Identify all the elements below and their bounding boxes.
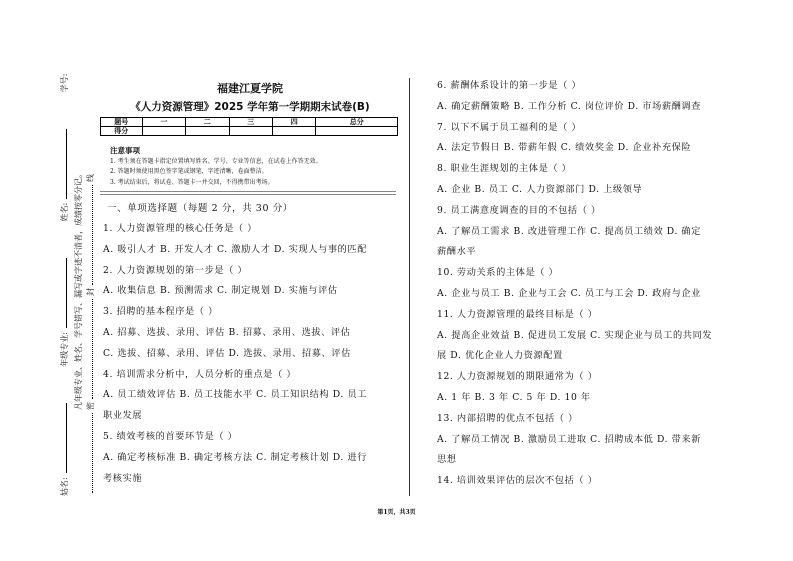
notes xyxy=(110,146,322,188)
question-line: 展 D. 优化企业人力资源配置 xyxy=(437,350,563,362)
question-line: 考核实施 xyxy=(103,472,143,484)
left-column xyxy=(103,219,367,489)
question-line: A. 确定薪酬策略 B. 工作分析 C. 岗位评价 D. 市场薪酬调查 xyxy=(437,100,702,112)
score-cell[interactable] xyxy=(316,127,398,136)
table-header: 三 xyxy=(229,118,272,127)
seal-char: 线 xyxy=(86,174,95,182)
seal-char: 密 xyxy=(86,402,95,410)
note-item: 3. 考试结束后，将试卷、答题卡一并交回，不得携带出考场。 xyxy=(110,178,274,186)
question-line: 3. 招聘的基本程序是（ ） xyxy=(103,306,218,318)
note-item: 2. 答题时须使用黑色签字笔或钢笔，字迹清晰，卷面整洁。 xyxy=(110,168,268,175)
question-line: 4. 培训需求分析中，人员分析的重点是（ ） xyxy=(103,368,297,380)
double-divider xyxy=(100,191,396,195)
question-line: A. 了解员工情况 B. 激励员工进取 C. 招聘成本低 D. 带来新 xyxy=(437,433,702,445)
question-line: A. 招募、选拔、录用、评估 B. 招募、录用、选拔、评估 xyxy=(103,326,351,338)
table-row xyxy=(101,127,398,136)
score-cell[interactable] xyxy=(186,127,229,136)
margin-info-fields xyxy=(58,74,70,496)
question-line: 1. 人力资源管理的核心任务是（ ） xyxy=(103,223,258,234)
question-line: A. 1 年 B. 3 年 C. 5 年 D. 10 年 xyxy=(437,391,591,403)
question-line: 职业发展 xyxy=(103,410,143,422)
question-line: 7. 以下不属于员工福利的是（ ） xyxy=(437,121,582,133)
school-field[interactable] xyxy=(58,403,67,473)
school-name: 福建江夏学院 xyxy=(217,82,283,95)
name-field[interactable] xyxy=(58,129,67,199)
table-header: 四 xyxy=(272,118,315,127)
score-cell[interactable] xyxy=(229,127,272,136)
question-line: 12. 人力资源规划的期限通常为（ ） xyxy=(437,371,598,383)
question-line: 薪酬水平 xyxy=(437,246,477,258)
question-line: 2. 人力资源规划的第一步是（ ） xyxy=(103,264,248,276)
seal-line xyxy=(85,174,96,496)
question-line: 10. 劳动关系的主体是（ ） xyxy=(437,267,559,279)
score-table xyxy=(100,117,398,136)
question-line: 5. 绩效考核的首要环节是（ ） xyxy=(103,430,238,442)
question-line: A. 员工绩效评估 B. 员工技能水平 C. 员工知识结构 D. 员工 xyxy=(103,389,368,401)
major-label: 年级专业: xyxy=(60,332,69,367)
right-column xyxy=(437,76,712,492)
question-line: A. 法定节假日 B. 带薪年假 C. 绩效奖金 D. 企业补充保险 xyxy=(437,142,692,154)
score-cell[interactable] xyxy=(142,127,185,136)
question-line: A. 吸引人才 B. 开发人才 C. 激励人才 D. 实现人与事的匹配 xyxy=(103,243,368,255)
question-line: 思想 xyxy=(437,454,457,466)
table-row xyxy=(101,118,398,127)
column-divider xyxy=(409,78,410,496)
question-line: 14. 培训效果评估的层次不包括（ ） xyxy=(437,475,598,487)
question-line: 11. 人力资源管理的最终目标是（ ） xyxy=(437,308,598,320)
table-header: 总分 xyxy=(316,118,398,127)
page-footer: 第1页，共3页 xyxy=(377,509,416,516)
question-line: 8. 职业生涯规划的主体是（ ） xyxy=(437,163,572,175)
table-header: 二 xyxy=(186,118,229,127)
school-label: 姑名: xyxy=(60,477,69,496)
table-header: 一 xyxy=(142,118,185,127)
question-line: A. 提高企业效益 B. 促进员工发展 C. 实现企业与员工的共同发 xyxy=(437,329,713,341)
question-line: 6. 薪酬体系设计的第一步是（ ） xyxy=(437,80,582,91)
seal-char: 封 xyxy=(86,288,95,296)
score-cell[interactable] xyxy=(272,127,315,136)
table-header: 题号 xyxy=(101,118,143,127)
section-heading: 一、单项选择题（每题 2 分，共 30 分） xyxy=(107,203,293,214)
question-line: A. 了解员工需求 B. 改进管理工作 C. 提高员工绩效 D. 确定 xyxy=(437,225,702,237)
question-line: C. 选拔、招募、录用、评估 D. 选拔、录用、招募、评估 xyxy=(103,347,351,359)
question-line: A. 企业与员工 B. 企业与工会 C. 员工与工会 D. 政府与企业 xyxy=(437,287,702,299)
exam-title: 《人力资源管理》2025 学年第一学期期末试卷(B) xyxy=(130,101,370,113)
notes-heading: 注意事项 xyxy=(110,146,140,155)
table-row-label: 得分 xyxy=(101,127,143,136)
question-line: 9. 员工满意度调查的目的不包括（ ） xyxy=(437,204,601,216)
question-line: A. 企业 B. 员工 C. 人力资源部门 D. 上级领导 xyxy=(437,183,643,195)
name-label: 姓名: xyxy=(60,202,69,222)
question-line: A. 收集信息 B. 预测需求 C. 制定规划 D. 实施与评估 xyxy=(103,285,338,297)
student-id-label: 学号: xyxy=(60,73,69,93)
margin-warning: 凡年级专业、姓名、学号错写、漏写或字迹不清者，成绩按零分记。 xyxy=(74,170,83,410)
note-item: 1. 考生须在答题卡指定位置填写姓名、学号、专业等信息，在试卷上作答无效。 xyxy=(110,157,322,165)
question-line: 13. 内部招聘的优点不包括（ ） xyxy=(437,412,578,424)
question-line: A. 确定考核标准 B. 确定考核方法 C. 制定考核计划 D. 进行 xyxy=(103,451,368,463)
major-field[interactable] xyxy=(58,258,67,328)
